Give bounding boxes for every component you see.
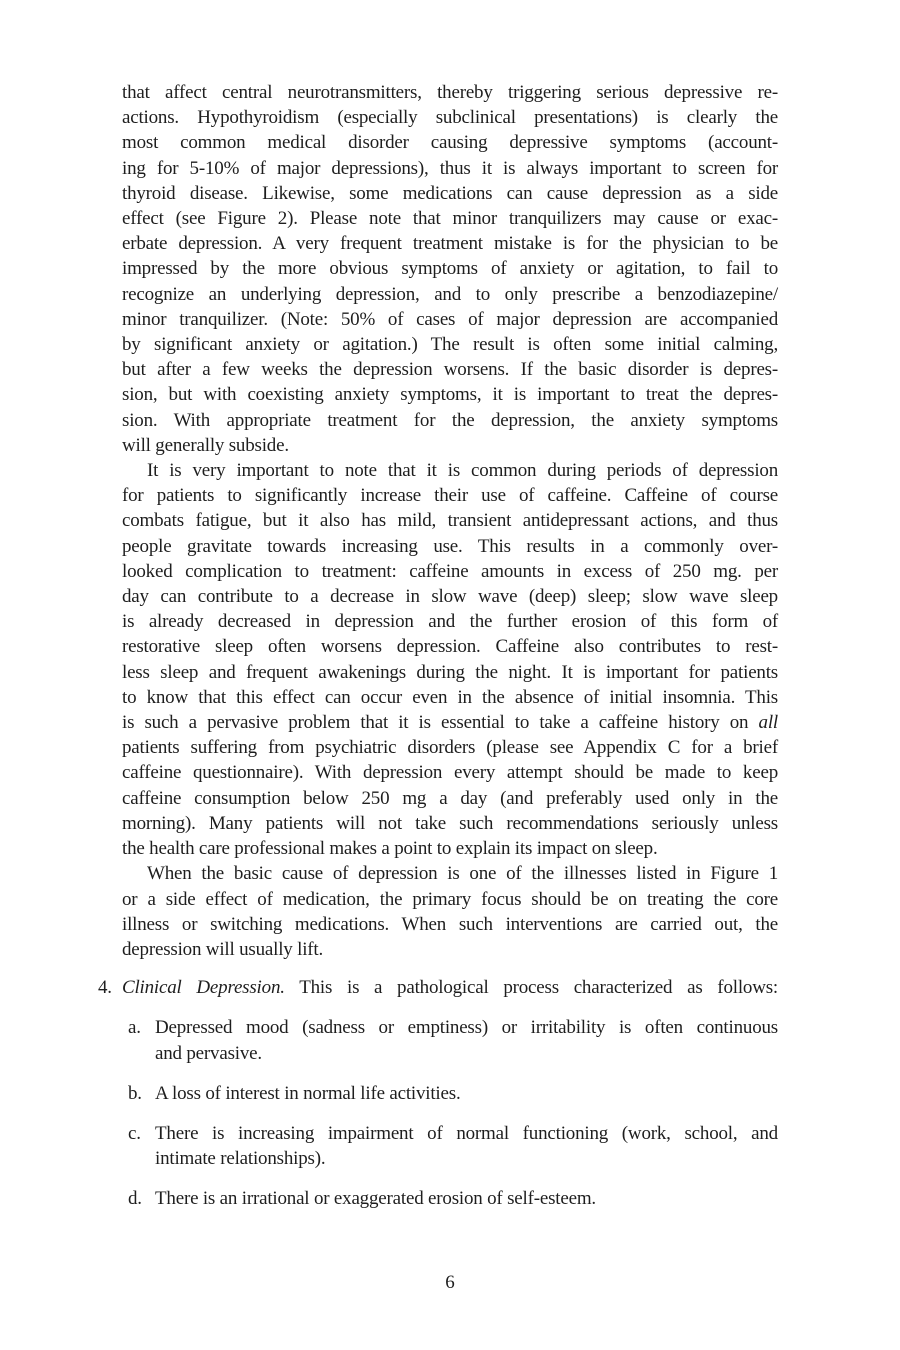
text-line bbox=[122, 156, 778, 181]
text-segment: Depressed mood (sadness or emptiness) or irritability is often continuous bbox=[155, 1017, 778, 1039]
text-line bbox=[122, 80, 778, 105]
text-segment: It is very important to note that it is common during periods of depression bbox=[147, 460, 778, 482]
text-segment: There is increasing impairment of normal functioning (work, school, and bbox=[155, 1122, 778, 1144]
text-segment: most common medical disorder causing depressive symptoms (account- bbox=[122, 132, 778, 154]
lettered-item-d bbox=[122, 1186, 778, 1211]
text-line bbox=[122, 660, 778, 685]
text-segment: minor tranquilizer. (Note: 50% of cases of major depression are accompanied bbox=[122, 308, 778, 330]
text-segment: restorative sleep often worsens depression. Caffeine also contributes to rest- bbox=[122, 636, 778, 658]
lettered-item-text bbox=[155, 1121, 778, 1171]
text-line bbox=[122, 408, 778, 433]
numbered-item-marker: 4. bbox=[98, 977, 112, 999]
text-segment: less sleep and frequent awakenings during the night. It is important for patients bbox=[122, 661, 778, 683]
text-line bbox=[122, 231, 778, 256]
page-number: 6 bbox=[445, 1272, 455, 1293]
text-line bbox=[122, 975, 778, 1000]
text-line bbox=[122, 508, 778, 533]
text-segment: sion. With appropriate treatment for the depression, the anxiety symptoms bbox=[122, 409, 778, 431]
italic-text: all bbox=[758, 712, 778, 734]
text-line bbox=[122, 912, 778, 937]
text-line bbox=[122, 685, 778, 710]
paragraph-1 bbox=[122, 80, 778, 458]
text-line bbox=[122, 534, 778, 559]
text-segment: by significant anxiety or agitation.) The result is often some initial calming, bbox=[122, 334, 778, 356]
text-segment: erbate depression. A very frequent treatment mistake is for the physician to be bbox=[122, 233, 778, 255]
italic-text: Clinical Depression. bbox=[122, 977, 285, 999]
text-line bbox=[122, 458, 778, 483]
numbered-item-text bbox=[122, 975, 778, 1000]
text-segment: recognize an underlying depression, and to only prescribe a benzodiazepine/ bbox=[122, 283, 778, 305]
text-segment: effect (see Figure 2). Please note that minor tranquilizers may cause or exac- bbox=[122, 208, 778, 230]
text-segment: combats fatigue, but it also has mild, transient antidepressant actions, and thus bbox=[122, 510, 778, 532]
text-segment: sion, but with coexisting anxiety symptoms, it is important to treat the depres- bbox=[122, 384, 778, 406]
text-line bbox=[122, 735, 778, 760]
text-segment: people gravitate towards increasing use. This results in a commonly over- bbox=[122, 535, 778, 557]
text-segment: for patients to significantly increase their use of caffeine. Caffeine of course bbox=[122, 485, 778, 507]
text-line bbox=[122, 760, 778, 785]
text-segment: actions. Hypothyroidism (especially subclinical presentations) is clearly the bbox=[122, 107, 778, 129]
text-line bbox=[122, 710, 778, 735]
text-line bbox=[155, 1081, 778, 1106]
text-segment: thyroid disease. Likewise, some medications can cause depression as a side bbox=[122, 182, 778, 204]
text-segment: A loss of interest in normal life activities. bbox=[155, 1082, 461, 1104]
text-line bbox=[155, 1186, 778, 1211]
text-line bbox=[122, 836, 778, 861]
text-segment: is such a pervasive problem that it is essential to take a caffeine history on bbox=[122, 712, 759, 734]
text-line bbox=[155, 1015, 778, 1040]
paragraph-2 bbox=[122, 458, 778, 861]
text-line bbox=[155, 1146, 778, 1171]
lettered-item-b bbox=[122, 1081, 778, 1106]
text-segment: is already decreased in depression and the further erosion of this form of bbox=[122, 611, 778, 633]
text-line bbox=[122, 483, 778, 508]
text-segment: This is a pathological process characterized as follows: bbox=[284, 977, 778, 999]
text-segment: caffeine consumption below 250 mg a day (and preferably used only in the bbox=[122, 787, 778, 809]
text-line bbox=[122, 609, 778, 634]
text-line bbox=[155, 1121, 778, 1146]
lettered-list bbox=[122, 1015, 778, 1211]
text-segment: and pervasive. bbox=[155, 1042, 262, 1064]
text-line bbox=[122, 382, 778, 407]
text-segment: illness or switching medications. When such interventions are carried out, the bbox=[122, 913, 778, 935]
lettered-item-a bbox=[122, 1015, 778, 1065]
text-line bbox=[122, 130, 778, 155]
text-segment: looked complication to treatment: caffeine amounts in excess of 250 mg. per bbox=[122, 560, 778, 582]
text-segment: intimate relationships). bbox=[155, 1148, 326, 1170]
text-line bbox=[122, 206, 778, 231]
text-segment: but after a few weeks the depression worsens. If the basic disorder is depres- bbox=[122, 359, 778, 381]
text-segment: the health care professional makes a point to explain its impact on sleep. bbox=[122, 838, 658, 860]
lettered-item-marker: a. bbox=[128, 1017, 141, 1039]
paragraph-3 bbox=[122, 861, 778, 962]
text-line bbox=[122, 282, 778, 307]
lettered-item-text bbox=[155, 1081, 778, 1106]
text-segment: There is an irrational or exaggerated erosion of self-esteem. bbox=[155, 1188, 596, 1210]
text-segment: will generally subside. bbox=[122, 434, 289, 456]
text-segment: ing for 5-10% of major depressions), thus it is always important to screen for bbox=[122, 157, 778, 179]
lettered-item-marker: d. bbox=[128, 1188, 142, 1210]
text-line bbox=[122, 887, 778, 912]
text-line bbox=[122, 433, 778, 458]
text-line bbox=[122, 634, 778, 659]
text-line bbox=[122, 181, 778, 206]
text-segment: patients suffering from psychiatric disorders (please see Appendix C for a brief bbox=[122, 737, 778, 759]
text-segment: When the basic cause of depression is one of the illnesses listed in Figure 1 bbox=[147, 863, 778, 885]
text-column bbox=[98, 80, 778, 1212]
text-line bbox=[122, 256, 778, 281]
text-line bbox=[122, 937, 778, 962]
text-line bbox=[122, 811, 778, 836]
text-segment: caffeine questionnaire). With depression every attempt should be made to keep bbox=[122, 762, 778, 784]
lettered-item-marker: b. bbox=[128, 1082, 142, 1104]
text-line bbox=[122, 861, 778, 886]
text-segment: that affect central neurotransmitters, thereby triggering serious depressive re- bbox=[122, 82, 778, 103]
text-line bbox=[122, 584, 778, 609]
lettered-item-text bbox=[155, 1015, 778, 1065]
text-line bbox=[122, 332, 778, 357]
text-segment: morning). Many patients will not take such recommendations seriously unless bbox=[122, 812, 778, 834]
text-line bbox=[122, 357, 778, 382]
text-segment: impressed by the more obvious symptoms of anxiety or agitation, to fail to bbox=[122, 258, 778, 280]
text-line bbox=[122, 786, 778, 811]
text-line bbox=[155, 1041, 778, 1066]
text-segment: to know that this effect can occur even in the absence of initial insomnia. This bbox=[122, 686, 778, 708]
text-line bbox=[122, 307, 778, 332]
numbered-item-4 bbox=[98, 975, 778, 1000]
lettered-item-c bbox=[122, 1121, 778, 1171]
lettered-item-text bbox=[155, 1186, 778, 1211]
lettered-item-marker: c. bbox=[128, 1122, 141, 1144]
text-line bbox=[122, 559, 778, 584]
text-segment: depression will usually lift. bbox=[122, 938, 324, 960]
text-line bbox=[122, 105, 778, 130]
text-segment: or a side effect of medication, the primary focus should be on treating the core bbox=[122, 888, 778, 910]
text-segment: day can contribute to a decrease in slow wave (deep) sleep; slow wave sleep bbox=[122, 586, 778, 608]
